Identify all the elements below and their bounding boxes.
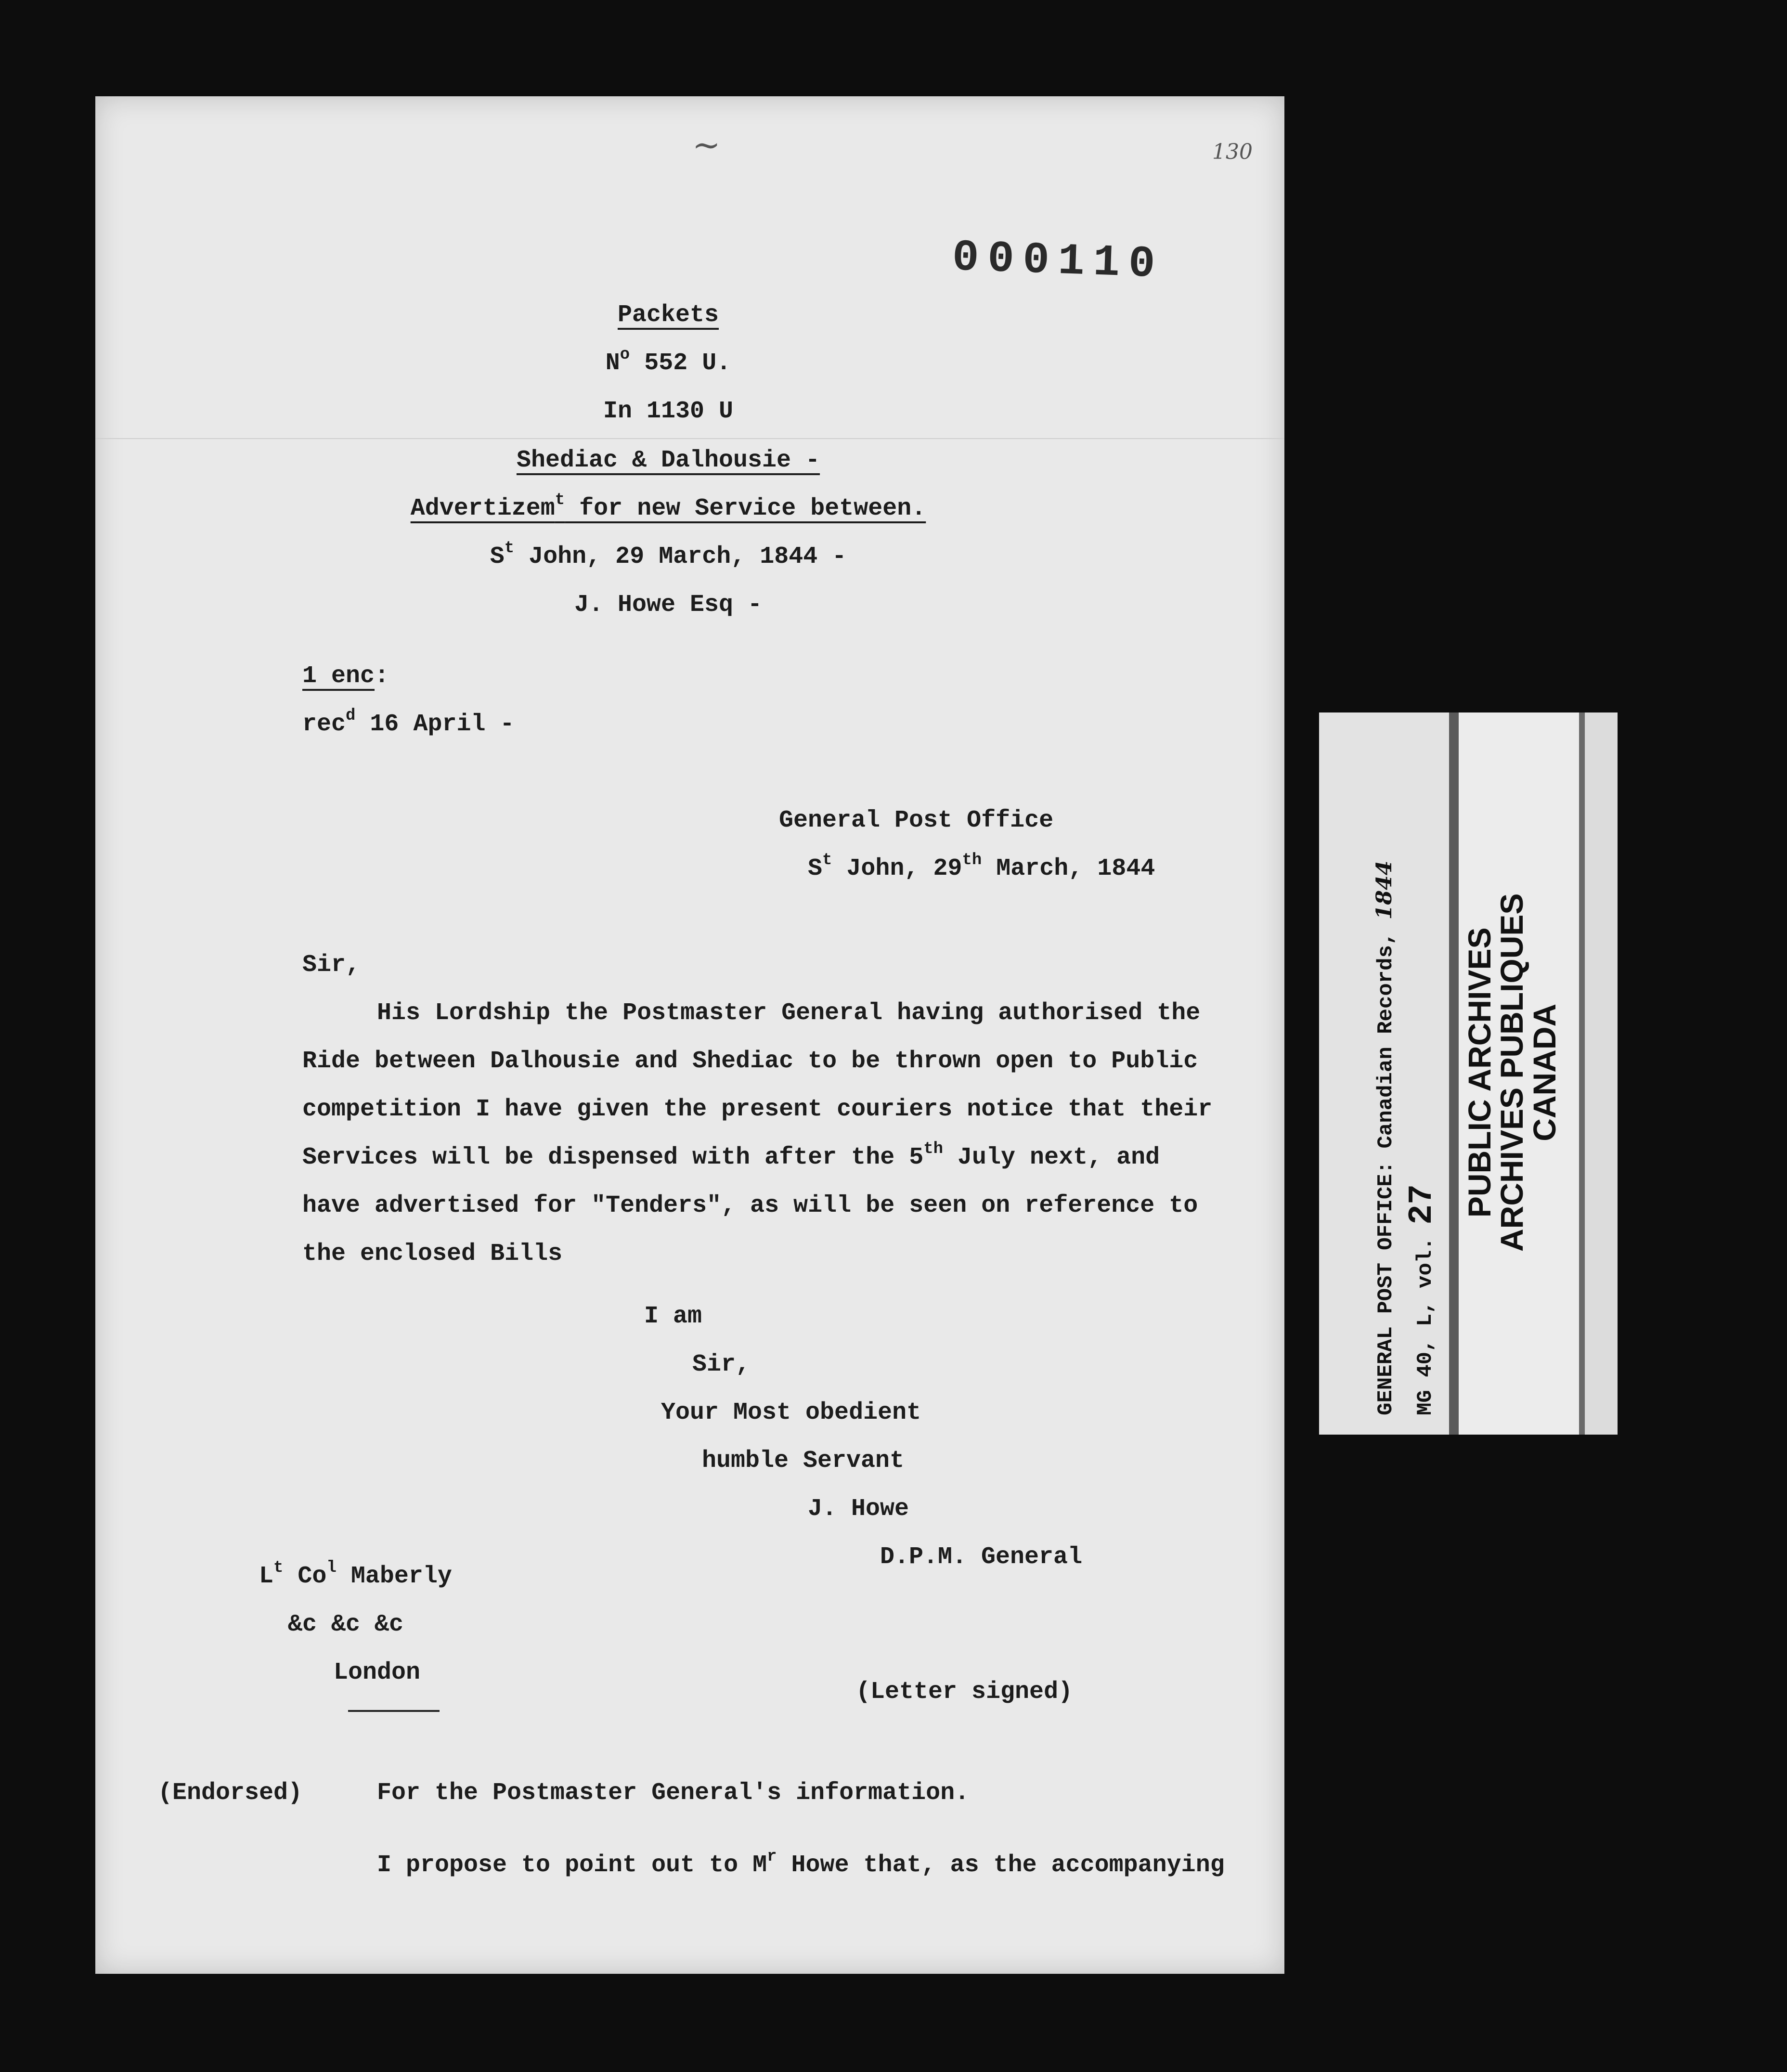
route-title: Shediac & Dalhousie -	[516, 447, 820, 474]
body-line-4: Services will be dispensed with after the 5th July next, and	[302, 1140, 1160, 1171]
body-line-1: His Lordship the Postmaster General having authorised the	[377, 999, 1201, 1027]
body-line-3: competition I have given the present couriers notice that their	[302, 1096, 1213, 1123]
pencil-mark: ∼	[692, 125, 721, 165]
label-org-english: PUBLIC ARCHIVES	[1462, 927, 1497, 1218]
fold-line	[95, 438, 1284, 439]
label-records-line: GENERAL POST OFFICE: Canadian Records, 1844	[1372, 860, 1398, 1415]
archive-label	[1319, 712, 1618, 1435]
label-org-country: CANADA	[1526, 1003, 1562, 1141]
letter-signed-note: (Letter signed)	[856, 1678, 1073, 1706]
label-org-french: ARCHIVES PUBLIQUES	[1494, 893, 1530, 1252]
letter-date: $S^t$ John, 29th March, 1844	[808, 851, 1155, 882]
salutation: Sir,	[302, 951, 361, 979]
packet-number: $N^o$ 552 U.	[605, 346, 731, 377]
document-page	[95, 96, 1284, 1974]
folio-number: 130	[1212, 140, 1253, 164]
body-line-2: Ride between Dalhousie and Shediac to be thrown open to Public	[302, 1048, 1198, 1075]
label-volume-line: MG 40, L, vol. 27	[1403, 1184, 1441, 1415]
author: J. Howe Esq -	[574, 591, 763, 619]
closing-obedient: Your Most obedient	[661, 1399, 921, 1426]
body-line-5: have advertised for "Tenders", as will be seen on reference to	[302, 1192, 1198, 1219]
label-divider	[1449, 712, 1459, 1435]
letter-office: General Post Office	[779, 807, 1054, 834]
closing-i-am: I am	[644, 1303, 702, 1330]
recipient-city: London	[334, 1659, 421, 1686]
signature-name: J. Howe	[808, 1495, 909, 1523]
endorsed-label: (Endorsed)	[158, 1779, 303, 1807]
in-reference: In 1130 U	[603, 398, 734, 425]
label-divider	[1579, 712, 1585, 1435]
advert-title: Advertizem$^t$ for new Service between.	[410, 491, 926, 522]
signature-title: D.P.M. General	[880, 1543, 1083, 1571]
body-line-6: the enclosed Bills	[302, 1240, 563, 1268]
place-date: $S^t$ John, 29 March, 1844 -	[490, 539, 847, 570]
endorsement-line-2: I propose to point out to $M^r$ Howe that, as the accompanying	[377, 1848, 1225, 1879]
endorsement-line-1: For the Postmaster General's information.	[377, 1779, 970, 1807]
enclosure-count: 1 enc:	[302, 662, 389, 690]
label-archives-names	[1463, 894, 1561, 1252]
recipient-etc: &c &c &c	[288, 1611, 404, 1638]
received-date: rec$^d$ 16 April -	[302, 707, 515, 738]
closing-sir: Sir,	[692, 1351, 751, 1378]
recipient-name: $L^t$ Co$^l$ Maberly	[259, 1559, 452, 1590]
label-panel-edge	[1585, 712, 1618, 1435]
underline-rule	[348, 1710, 440, 1712]
closing-servant: humble Servant	[702, 1447, 905, 1475]
stamp-number: 000110	[951, 232, 1165, 290]
heading-packets: Packets	[617, 301, 719, 329]
